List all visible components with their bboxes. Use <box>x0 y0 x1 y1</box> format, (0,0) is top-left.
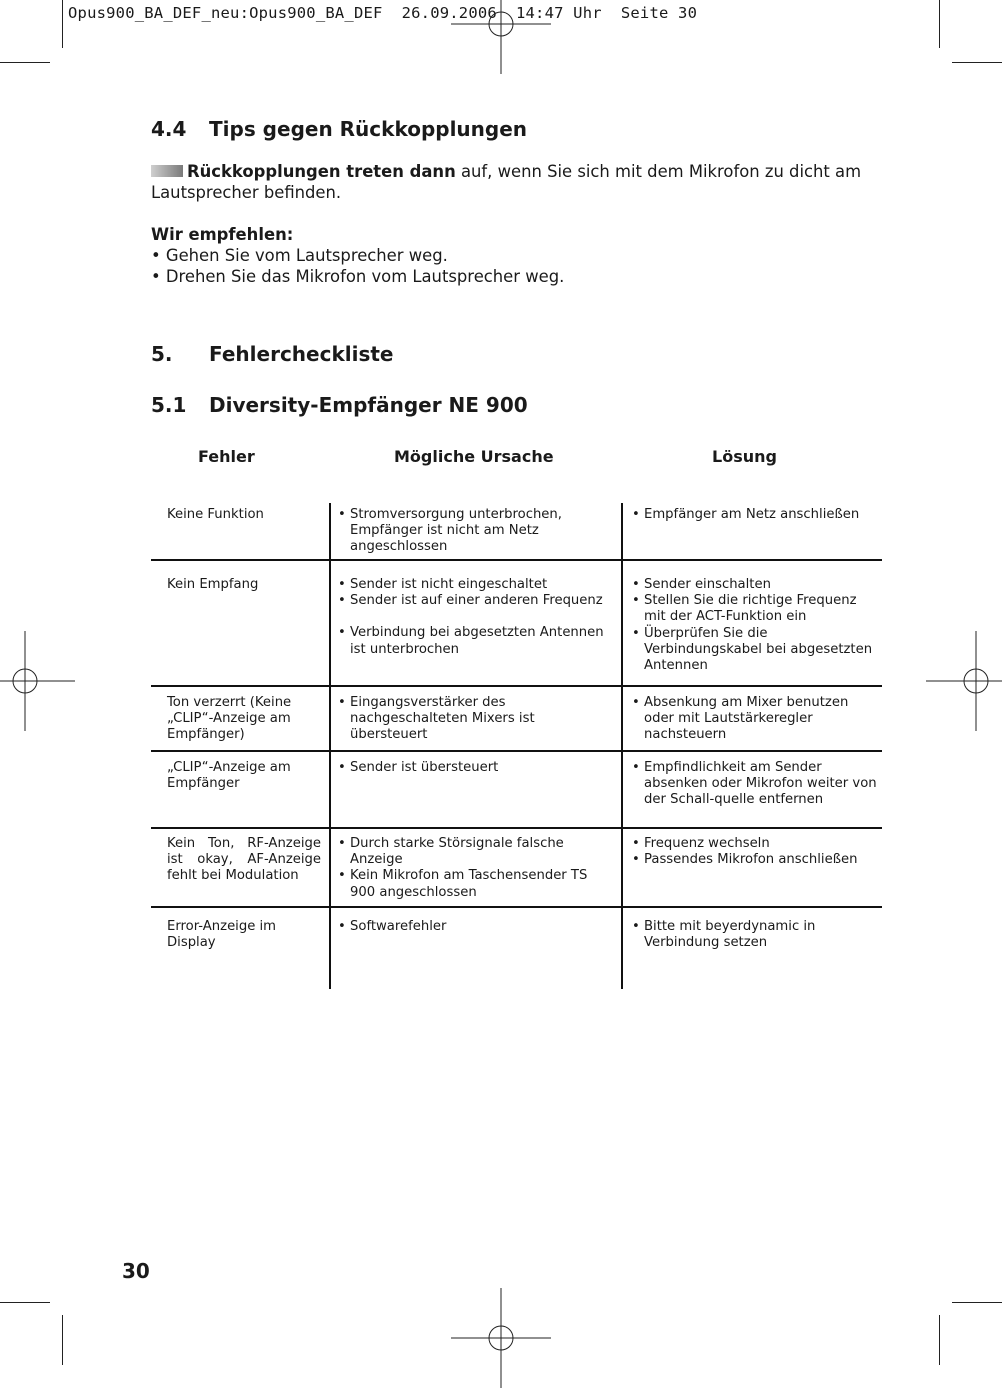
table-cell-fehler: Keine Funktion <box>167 507 264 522</box>
table-cell-fehler: Kein Ton, RF-Anzeige ist okay, AF-Anzeige fehlt bei Modulation <box>167 836 321 884</box>
table-row-divider <box>151 827 882 829</box>
intro-paragraph <box>151 161 871 203</box>
crop-mark <box>939 0 940 48</box>
crop-mark <box>939 1315 940 1365</box>
list-item: • Absenkung am Mixer benutzen oder mit Lautstärkeregler nachsteuern <box>632 695 882 744</box>
column-header-fehler: Fehler <box>198 447 255 466</box>
list-item: • Sender einschalten <box>632 577 882 593</box>
crop-mark <box>0 62 50 63</box>
table-column-divider <box>621 503 623 989</box>
recommend-item: • Gehen Sie vom Lautsprecher weg. <box>151 246 448 265</box>
list-item: • Bitte mit beyerdynamic in Verbindung setzen <box>632 919 884 951</box>
section-heading <box>151 393 528 417</box>
registration-mark-icon <box>451 0 551 74</box>
registration-mark-icon <box>0 631 75 731</box>
section-heading <box>151 117 527 141</box>
list-item: • Stromversorgung unterbrochen, Empfänger ist nicht am Netz angeschlossen <box>338 507 568 556</box>
crop-mark <box>952 62 1002 63</box>
section-number: 4.4 <box>151 117 187 141</box>
registration-mark-icon <box>926 631 1002 731</box>
list-item: • Passendes Mikrofon anschließen <box>632 852 882 868</box>
table-cell-ursache <box>338 695 614 744</box>
section-title: Diversity-Empfänger NE 900 <box>209 393 528 417</box>
list-item: • Überprüfen Sie die Verbindungskabel bei abgesetzten Antennen <box>632 626 882 675</box>
table-cell-ursache <box>338 919 610 935</box>
section-number: 5. <box>151 342 173 366</box>
intro-rest: auf, wenn Sie sich mit dem Mikrofon zu dicht am Lautsprecher befinden. <box>151 162 862 202</box>
table-cell-ursache <box>338 836 610 901</box>
list-item: • Empfindlichkeit am Sender absenken oder Mikrofon weiter von der Schall-quelle entfernen <box>632 760 882 809</box>
table-cell-fehler: „CLIP“-Anzeige am Empfänger <box>167 760 291 792</box>
section-title: Tips gegen Rückkopplungen <box>209 117 528 141</box>
table-row-divider <box>151 906 882 908</box>
page-number: 30 <box>122 1259 150 1283</box>
section-heading <box>151 342 394 366</box>
crop-mark <box>0 1302 50 1303</box>
section-number: 5.1 <box>151 393 187 417</box>
table-cell-fehler: Error-Anzeige im Display <box>167 919 277 951</box>
intro-bold: Rückkopplungen treten dann <box>187 162 456 181</box>
recommend-item: • Drehen Sie das Mikrofon vom Lautsprecher weg. <box>151 267 565 286</box>
table-row-divider <box>151 750 882 752</box>
crop-mark <box>62 0 63 48</box>
list-item: • Frequenz wechseln <box>632 836 882 852</box>
table-column-divider <box>329 503 331 989</box>
table-row-divider <box>151 559 882 561</box>
grey-bar-icon <box>151 165 183 177</box>
list-item: • Empfänger am Netz anschließen <box>632 507 882 523</box>
column-header-loesung: Lösung <box>712 447 777 466</box>
table-cell-loesung <box>632 919 884 951</box>
column-header-ursache: Mögliche Ursache <box>394 447 554 466</box>
list-item: • Sender ist auf einer anderen Frequenz <box>338 593 610 609</box>
list-item: • Kein Mikrofon am Taschensender TS 900 angeschlossen <box>338 868 610 900</box>
recommend-block <box>151 224 871 287</box>
table-cell-fehler: Ton verzerrt (Keine „CLIP“-Anzeige am Empfänger) <box>167 695 292 743</box>
table-row-divider <box>151 685 882 687</box>
crop-mark <box>952 1302 1002 1303</box>
list-item: • Verbindung bei abgesetzten Antennen ist unterbrochen <box>338 625 610 657</box>
table-cell-loesung <box>632 760 882 809</box>
section-title: Fehlercheckliste <box>209 342 394 366</box>
table-cell-ursache <box>338 760 610 776</box>
crop-mark <box>62 1315 63 1365</box>
list-item: • Sender ist übersteuert <box>338 760 610 776</box>
table-cell-loesung <box>632 577 882 674</box>
list-item: • Softwarefehler <box>338 919 610 935</box>
table-cell-loesung <box>632 836 882 868</box>
table-cell-loesung <box>632 507 882 523</box>
list-item: • Stellen Sie die richtige Frequenz mit der ACT-Funktion ein <box>632 593 882 625</box>
table-cell-loesung <box>632 695 882 744</box>
recommend-heading: Wir empfehlen: <box>151 225 294 244</box>
table-cell-fehler: Kein Empfang <box>167 577 259 592</box>
table-cell-ursache <box>338 507 568 556</box>
table-cell-ursache <box>338 577 610 658</box>
registration-mark-icon <box>451 1288 551 1388</box>
list-item: • Durch starke Störsignale falsche Anzeige <box>338 836 610 868</box>
list-item: • Eingangsverstärker des nachgeschalteten Mixers ist übersteuert <box>338 695 614 744</box>
print-slug: Opus900_BA_DEF_neu:Opus900_BA_DEF 26.09.2006 14:47 Uhr Seite 30 <box>68 4 698 22</box>
list-item: • Sender ist nicht eingeschaltet <box>338 577 610 593</box>
